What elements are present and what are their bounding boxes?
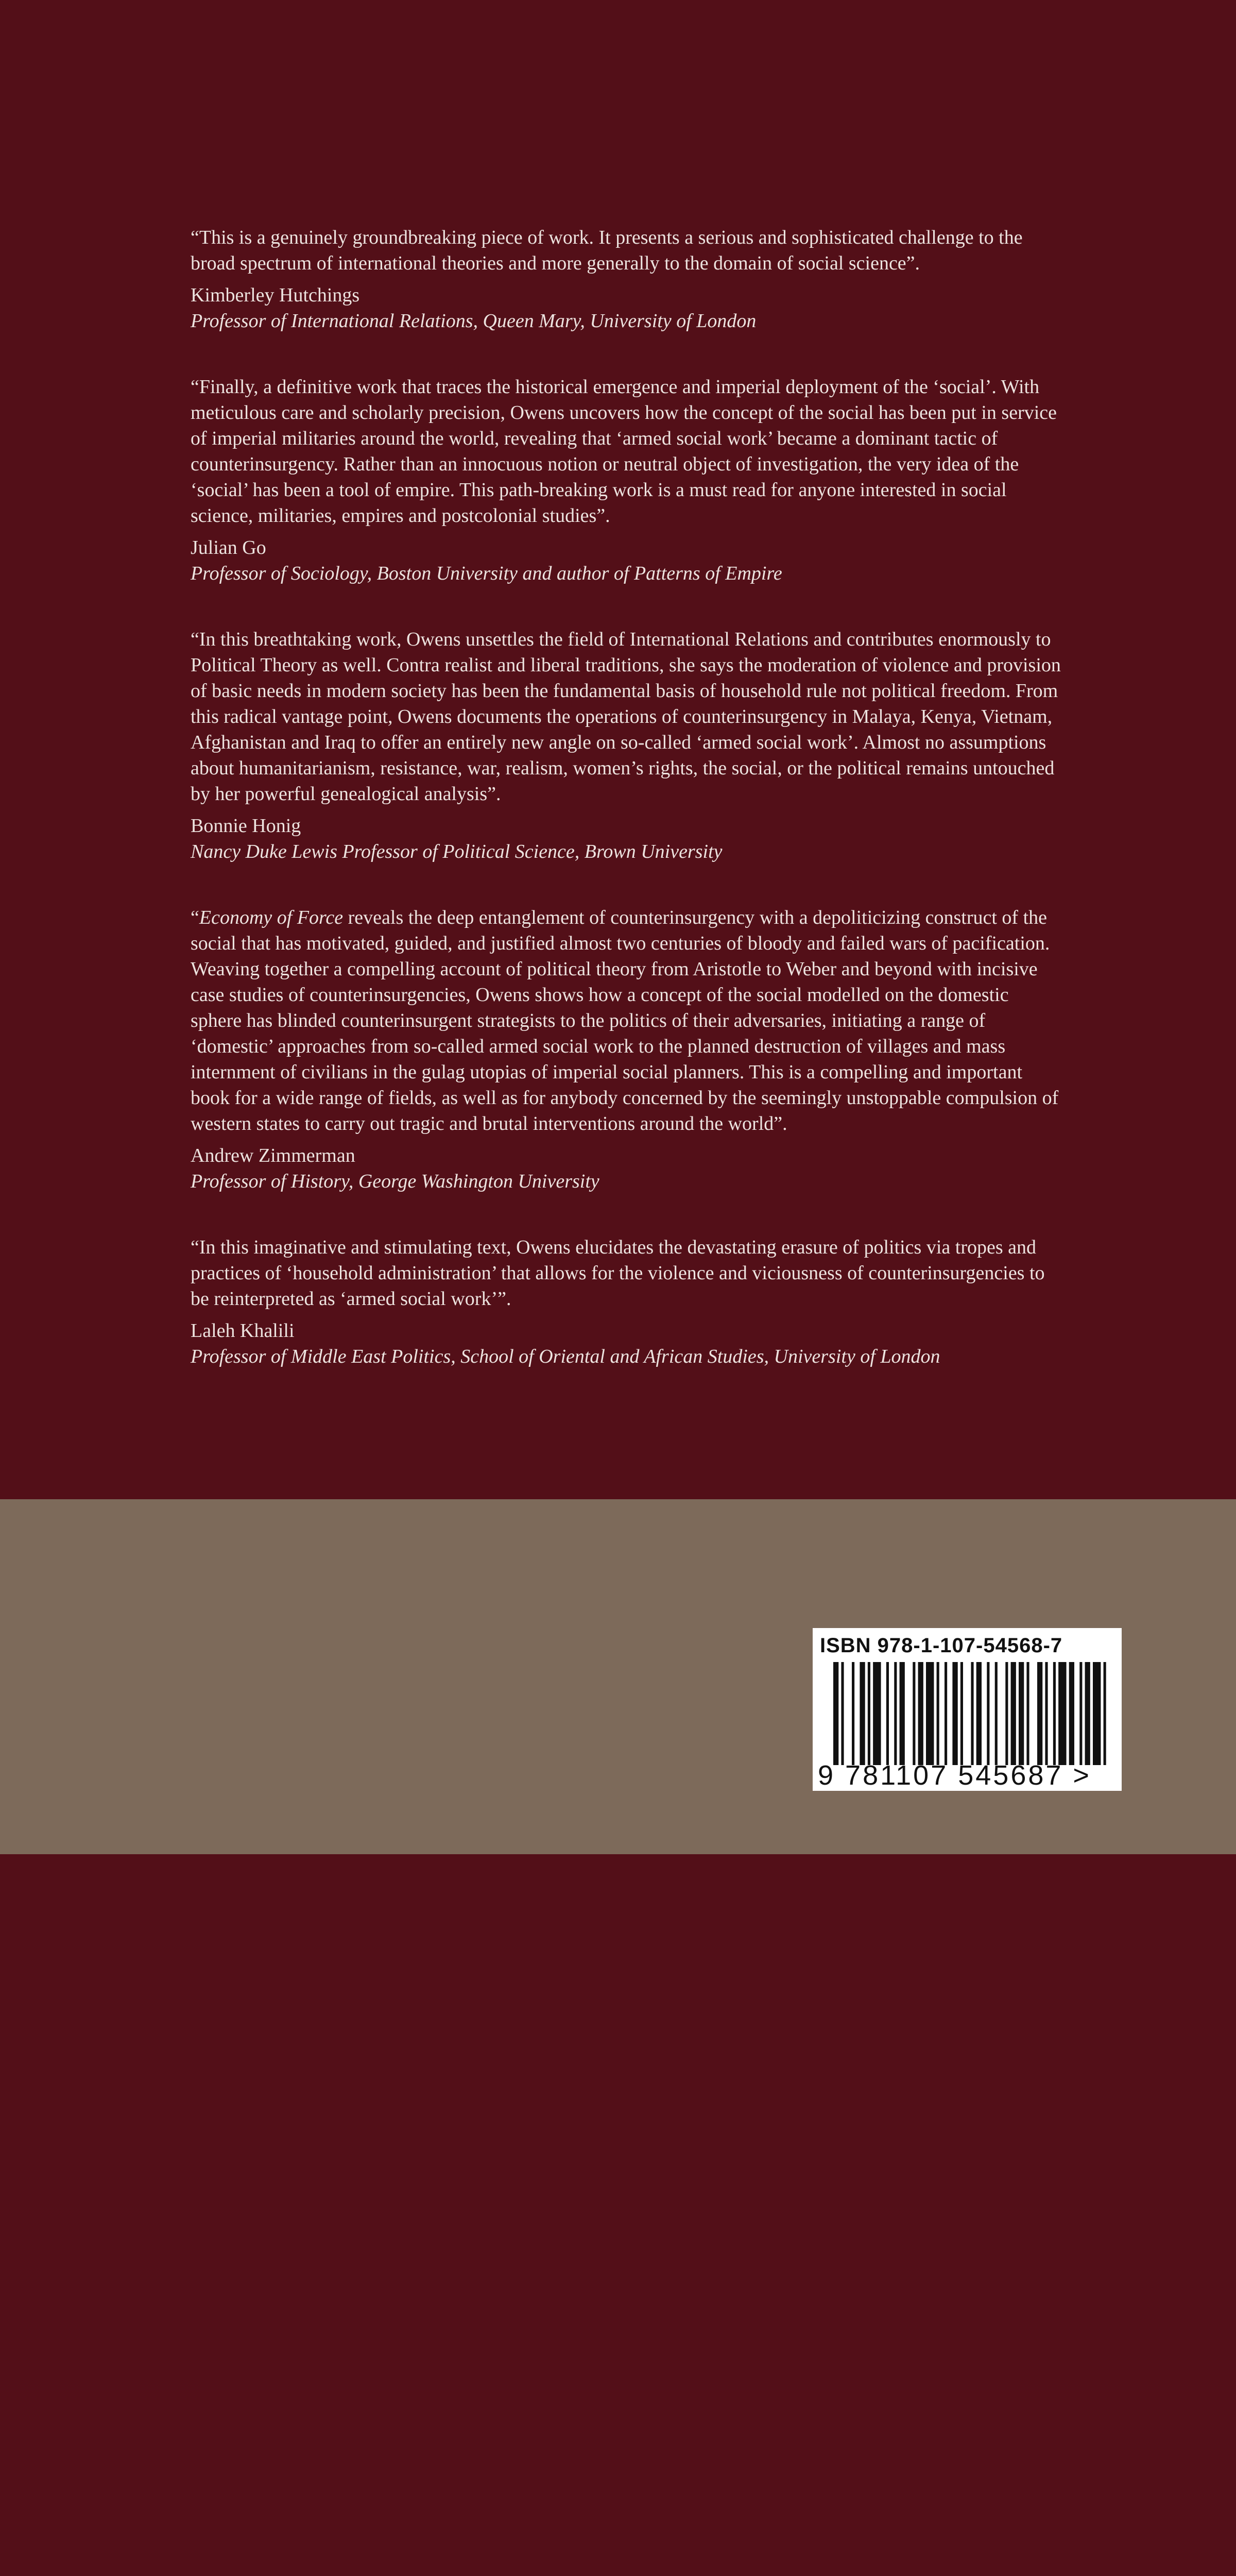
barcode-bar: [1019, 1662, 1024, 1765]
endorsement-author: Kimberley Hutchings: [191, 284, 360, 306]
barcode-bar: [886, 1662, 889, 1765]
endorsement-quote: “Economy of Force reveals the deep entanglement of counterinsurgency with a depoliticizing construct of the social that has motivated, guided, and justified almost two centuries of bloody and failed wars of pacification. Weaving together a compelling account of political theory from Aristotle to Weber and beyond with incisive case studies of counterinsurgencies, Owens shows how a concept of the social modelled on the domestic sphere has blinded counterinsurgent strategists to the politics of their adversaries, initiating a range of ‘domestic’ approaches from so-called armed social work to the planned destruction of villages and mass internment of civilians in the gulag utopias of imperial social planners. This is a compelling and important book for a wide range of fields, as well as for anybody concerned by the seemingly unstoppable compulsion of western states to carry out tragic and brutal interventions around the world”.: [191, 907, 1059, 1134]
endorsement-quote-text: reveals the deep entanglement of counterinsurgency with a depoliticizing construct of the social that has motivated, guided, and justified almost two centuries of bloody and failed wars of pacification. Weaving together a compelling account of political theory from Aristotle to Weber and beyond with incisive case studies of counterinsurgencies, Owens shows how a concept of the social modelled on the domestic sphere has blinded counterinsurgent strategists to the politics of their adversaries, initiating a range of ‘domestic’ approaches from so-called armed social work to the planned destruction of villages and mass internment of civilians in the gulag utopias of imperial social planners. This is a compelling and important book for a wide range of fields, as well as for anybody concerned by the seemingly unstoppable compulsion of western states to carry out tragic and brutal interventions around the world”.: [191, 907, 1059, 1134]
barcode-bar: [937, 1662, 939, 1765]
barcode-bar: [841, 1662, 844, 1765]
barcode-bars: [833, 1662, 1111, 1765]
endorsement: [191, 225, 1061, 334]
endorsement-author: Laleh Khalili: [191, 1320, 295, 1342]
isbn-label: ISBN 978-1-107-54568-7: [820, 1634, 1063, 1657]
endorsement: [191, 374, 1061, 586]
endorsement-affiliation: Nancy Duke Lewis Professor of Political Science, Brown University: [191, 841, 723, 862]
endorsement: [191, 905, 1061, 1194]
barcode-bar: [1085, 1662, 1090, 1765]
endorsement-affiliation: Professor of International Relations, Queen Mary, University of London: [191, 310, 757, 332]
isbn-barcode: [813, 1628, 1122, 1791]
endorsements: [191, 225, 1061, 1410]
barcode-bar: [1069, 1662, 1074, 1765]
barcode-bar: [852, 1662, 854, 1765]
barcode-bar: [894, 1662, 897, 1765]
barcode-bar: [868, 1662, 870, 1765]
endorsement-quote: “In this breathtaking work, Owens unsettles the field of International Relations and contributes enormously to Political Theory as well. Contra realist and liberal traditions, she says the moderation of violence and provision of basic needs in modern society has been the fundamental basis of household rule not political freedom. From this radical vantage point, Owens documents the operations of counterinsurgency in Malaya, Kenya, Vietnam, Afghanistan and Iraq to offer an entirely new angle on so-called ‘armed social work’. Almost no assumptions about humanitarianism, resistance, war, realism, women’s rights, the social, or the political remains untouched by her powerful genealogical analysis”.: [191, 629, 1061, 805]
barcode-bar: [1037, 1662, 1042, 1765]
endorsement-affiliation: Professor of Middle East Politics, School of Oriental and African Studies, University of London: [191, 1346, 940, 1367]
barcode-bar: [913, 1662, 915, 1765]
barcode-bar: [952, 1662, 957, 1765]
barcode-bar: [873, 1662, 881, 1765]
barcode-bar: [1104, 1662, 1106, 1765]
barcode-bar: [918, 1662, 923, 1765]
barcode-bar: [1053, 1662, 1056, 1765]
endorsement-author: Julian Go: [191, 537, 266, 558]
endorsement-author: Andrew Zimmerman: [191, 1145, 355, 1166]
barcode-bar: [1005, 1662, 1008, 1765]
barcode-bar: [1079, 1662, 1082, 1765]
barcode-bar: [1058, 1662, 1066, 1765]
endorsement-quote: “Finally, a definitive work that traces the historical emergence and imperial deployment of the ‘social’. With meticulous care and scholarly precision, Owens uncovers how the concept of the social has been put in service of imperial militaries around the world, revealing that ‘armed social work’ became a dominant tactic of counterinsurgency. Rather than an innocuous notion or neutral object of investigation, the very idea of the ‘social’ has been a tool of empire. This path-breaking work is a must read for anyone interested in social science, militaries, empires and postcolonial studies”.: [191, 376, 1057, 527]
endorsement: [191, 626, 1061, 865]
endorsement-quote: “In this imaginative and stimulating text, Owens elucidates the devastating erasure of politics via tropes and practices of ‘household administration’ that allows for the violence and viciousness of counterinsurgencies to be reinterpreted as ‘armed social work’”.: [191, 1236, 1045, 1310]
barcode-bar: [1011, 1662, 1016, 1765]
endorsement-author: Bonnie Honig: [191, 815, 301, 837]
endorsement: [191, 1234, 1061, 1369]
endorsement-affiliation: Professor of Sociology, Boston University and author of Patterns of Empire: [191, 563, 782, 584]
barcode-bar: [833, 1662, 838, 1765]
barcode-bar: [945, 1662, 947, 1765]
barcode-bar: [860, 1662, 865, 1765]
barcode-bar: [971, 1662, 973, 1765]
barcode-bar: [960, 1662, 963, 1765]
barcode-bar: [1045, 1662, 1048, 1765]
barcode-bar: [900, 1662, 905, 1765]
endorsement-quote: “This is a genuinely groundbreaking piece of work. It presents a serious and sophisticated challenge to the broad spectrum of international theories and more generally to the domain of social science”.: [191, 227, 1023, 274]
barcode-bar: [976, 1662, 982, 1765]
barcode-bar: [987, 1662, 989, 1765]
barcode-bar: [1093, 1662, 1101, 1765]
barcode-bar: [926, 1662, 934, 1765]
barcode-bar: [1026, 1662, 1029, 1765]
barcode-bar: [995, 1662, 998, 1765]
endorsement-affiliation: Professor of History, George Washington University: [191, 1171, 599, 1192]
barcode-number: 9 781107 545687 >: [818, 1760, 1091, 1791]
book-title: Economy of Force: [199, 907, 344, 928]
